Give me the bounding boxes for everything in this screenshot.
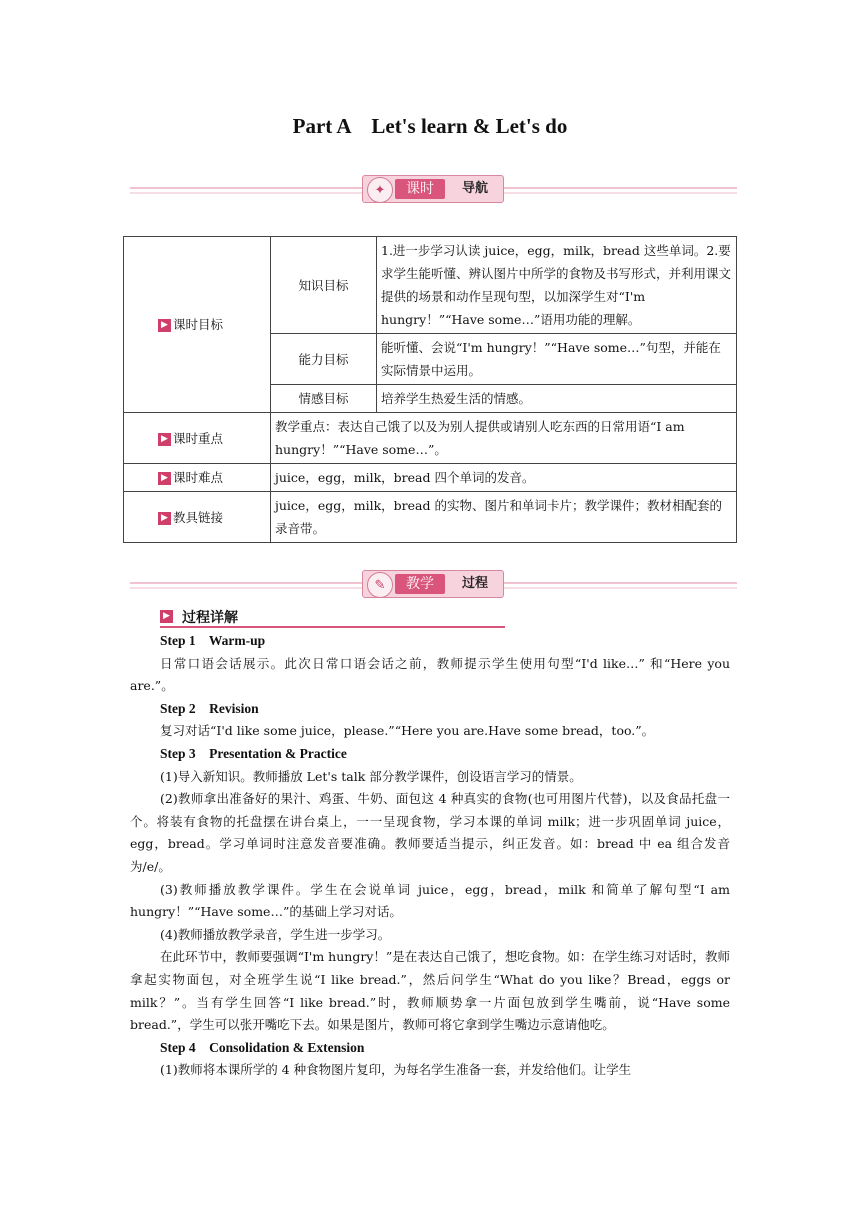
step-4-title: Step 4 Consolidation & Extension — [160, 1039, 365, 1055]
knowledge-label: 知识目标 — [271, 237, 377, 334]
step-1-title: Step 1 Warm-up — [160, 633, 266, 648]
step-3-paragraph-4: (4)教师播放教学录音，学生进一步学习。 — [160, 926, 391, 942]
emotion-label: 情感目标 — [271, 385, 377, 413]
banner-label-2: 过程 — [461, 576, 488, 591]
step-1-paragraph: 日常口语会话展示。此次日常口语会话之前，教师提示学生使用句型“I'd like…” 和“Here you are.”。 — [130, 655, 730, 694]
teaching-process-banner — [130, 570, 737, 598]
difficulty-header-cell — [124, 464, 271, 492]
banner-label-1: 课时 — [395, 179, 445, 199]
pencil-icon: ✎ — [367, 572, 393, 598]
step-4-paragraph: (1)教师将本课所学的 4 种食物图片复印，为每名学生准备一套，并发给他们。让学生 — [160, 1062, 632, 1078]
goals-header-cell — [124, 237, 271, 413]
difficulty-label: 课时难点 — [173, 470, 224, 485]
step-3-paragraph-2: (2)教师拿出准备好的果汁、鸡蛋、牛奶、面包这 4 种真实的食物(也可用图片代替)，以及食品托盘一个。将装有食物的托盘摆在讲台桌上，一一呈现食物，学习本课的单词 milk；进一步巩固单词 juice，egg，bread。学习单词时注意发音要准确。教师要适当提示，纠正发音。如：bread 中 ea 组合发音为/e/。 — [130, 791, 730, 874]
step-2-title: Step 2 Revision — [160, 700, 259, 716]
arrow-icon: ▶ — [160, 610, 173, 623]
key-label: 课时重点 — [173, 430, 224, 446]
key-text: 教学重点：表达自己饿了以及为别人提供或请别人吃东西的日常用语“I am hungry！”“Have some…”。 — [271, 413, 737, 464]
arrow-icon: ▶ — [158, 433, 171, 446]
process-heading — [160, 606, 505, 628]
ability-label: 能力目标 — [271, 334, 377, 385]
step-3-title: Step 3 Presentation & Practice — [160, 745, 347, 761]
step-3-paragraph-1: (1)导入新知识。教师播放 Let's talk 部分教学课件，创设语言学习的情景。 — [160, 768, 582, 784]
ability-text: 能听懂、会说“I'm hungry！”“Have some…”句型，并能在实际情景中运用。 — [377, 334, 737, 385]
arrow-icon: ▶ — [158, 319, 171, 332]
pin-icon: ✦ — [367, 177, 393, 203]
process-heading-text: 过程详解 — [182, 610, 238, 626]
lesson-goals-table — [123, 236, 737, 543]
tools-header-cell — [124, 492, 271, 543]
step-3-paragraph-3: (3)教师播放教学课件。学生在会说单词 juice，egg，bread，milk 和简单了解句型“I am hungry！”“Have some…”的基础上学习对话。 — [130, 881, 730, 920]
tools-text: juice，egg，milk，bread 的实物、图片和单词卡片；教学课件；教材相配套的录音带。 — [271, 492, 737, 543]
lesson-guide-banner — [130, 175, 737, 203]
banner-label-2: 导航 — [461, 181, 488, 196]
step-2-paragraph: 复习对话“I'd like some juice，please.”“Here you are.Have some bread，too.”。 — [160, 723, 655, 739]
difficulty-text: juice，egg，milk，bread 四个单词的发音。 — [271, 464, 737, 492]
knowledge-text: 1.进一步学习认读 juice，egg，milk，bread 这些单词。2.要求学生能听懂、辨认图片中所学的食物及书写形式，并利用课文提供的场景和动作呈现句型，以加深学生对“I'm hungry！”“Have some…”语用功能的理解。 — [377, 237, 737, 334]
goals-label: 课时目标 — [173, 317, 224, 332]
emotion-text: 培养学生热爱生活的情感。 — [377, 385, 737, 413]
arrow-icon: ▶ — [158, 472, 171, 485]
tools-label: 教具链接 — [173, 509, 224, 525]
key-header-cell — [124, 413, 271, 464]
banner-label-1: 教学 — [395, 574, 445, 594]
process-body — [130, 630, 730, 1082]
step-3-paragraph-5: 在此环节中，教师要强调“I'm hungry！”是在表达自己饿了，想吃食物。如：在学生练习对话时，教师拿起实物面包，对全班学生说“I like bread.”，然后问学生“What do you like？Bread，eggs or milk？”。当有学生回答“I like bread.”时，教师顺势拿一片面包放到学生嘴前，说“Have some bread.”，学生可以张开嘴吃下去。如果是图片，教师可将它拿到学生嘴边示意请他吃。 — [130, 949, 730, 1033]
page-title: Part A Let's learn & Let's do — [292, 114, 568, 138]
arrow-icon: ▶ — [158, 512, 171, 525]
